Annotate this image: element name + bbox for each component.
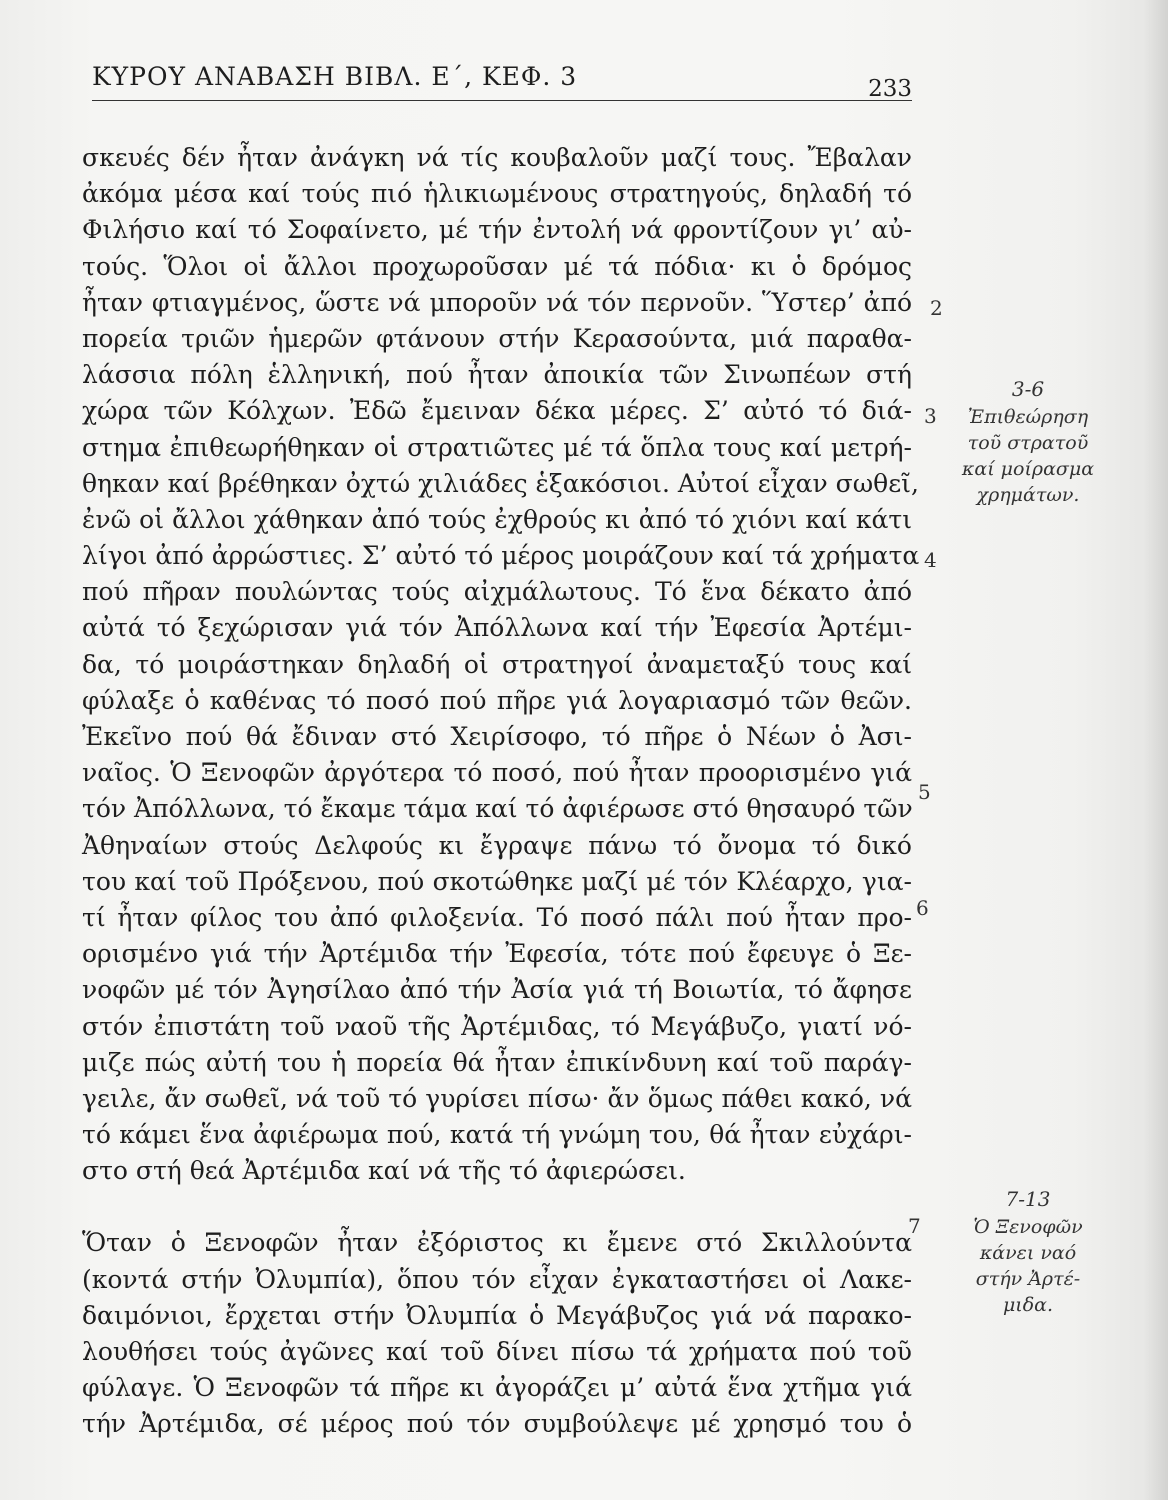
paragraph-gap	[82, 1189, 912, 1225]
text-line: τήν Ἀρτέμιδα, σέ μέρος πού τόν συμβούλεψε μέ χρησμό του ὁ	[82, 1409, 912, 1439]
text-line: μιζε πώς αὐτή του ἡ πορεία θά ἦταν ἐπικίνδυνη καί τοῦ παράγ-	[82, 1047, 912, 1077]
running-head-title: ΚΥΡΟΥ ΑΝΑΒΑΣΗ ΒΙΒΛ. Ε΄, ΚΕΦ. 3	[92, 62, 578, 91]
text-line: Φιλήσιο καί τό Σοφαίνετο, μέ τήν ἐντολή νά φροντίζουν γι’ αὐ-	[82, 215, 912, 245]
text-line: ναῖος. Ὁ Ξενοφῶν ἀργότερα τό ποσό, πού ἦταν προορισμένο γιά	[82, 758, 912, 788]
section-number: 7	[908, 1214, 921, 1238]
margin-note-line: χρημάτων.	[976, 484, 1080, 506]
section-number: 6	[916, 896, 929, 920]
text-line: φύλαξε ὁ καθένας τό ποσό πού πῆρε γιά λογαριασμό τῶν θεῶν.	[82, 685, 912, 715]
text-line: πού πῆραν πουλώντας τούς αἰχμάλωτους. Τό ἕνα δέκατο ἀπό	[82, 577, 912, 607]
text-line: λίγοι ἀπό ἀρρώστιες. Σ’ αὐτό τό μέρος μοιράζουν καί τά χρήματα	[82, 541, 920, 571]
text-line: τό κάμει ἕνα ἀφιέρωμα πού, κατά τή γνώμη του, θά ἦταν εὐχάρι-	[82, 1120, 912, 1150]
text-line: χώρα τῶν Κόλχων. Ἐδῶ ἔμειναν δέκα μέρες. Σ’ αὐτό τό διά-	[82, 396, 912, 426]
text-line: αὐτά τό ξεχώρισαν γιά τόν Ἀπόλλωνα καί τήν Ἐφεσία Ἀρτέμι-	[82, 613, 912, 643]
margin-note-line: κάνει ναό	[979, 1242, 1077, 1264]
margin-note-range: 3-6	[1011, 377, 1045, 401]
section-number: 2	[930, 296, 943, 320]
text-line: ἐνῶ οἱ ἄλλοι χάθηκαν ἀπό τούς ἐχθρούς κι ἀπό τό χιόνι καί κάτι	[82, 504, 912, 534]
text-line: στο στή θεά Ἀρτέμιδα καί νά τῆς τό ἀφιερώσει.	[82, 1156, 686, 1186]
text-line: στημα ἐπιθεωρήθηκαν οἱ στρατιῶτες μέ τά ὅπλα τους καί μετρή-	[82, 432, 912, 462]
text-line: νοφῶν μέ τόν Ἀγησίλαο ἀπό τήν Ἀσία γιά τή Βοιωτία, τό ἄφησε	[82, 975, 912, 1005]
section-number: 4	[924, 548, 937, 572]
page-number: 233	[868, 76, 912, 102]
text-line: θηκαν καί βρέθηκαν ὀχτώ χιλιάδες ἑξακόσιοι. Αὐτοί εἶχαν σωθεῖ,	[82, 468, 919, 498]
margin-note	[928, 1186, 1128, 1318]
margin-note-line: τοῦ στρατοῦ	[967, 432, 1089, 454]
section-number: 5	[918, 780, 931, 804]
text-line: Ὅταν ὁ Ξενοφῶν ἦταν ἐξόριστος κι ἔμενε στό Σκιλλούντα	[82, 1228, 912, 1258]
page-spine-shadow	[1144, 0, 1168, 1500]
text-line: δα, τό μοιράστηκαν δηλαδή οἱ στρατηγοί ἀναμεταξύ τους καί	[82, 649, 912, 679]
margin-note-line: καί μοίρασμα	[961, 458, 1095, 480]
text-line: τόν Ἀπόλλωνα, τό ἔκαμε τάμα καί τό ἀφιέρωσε στό θησαυρό τῶν	[82, 794, 913, 824]
text-line: ἦταν φτιαγμένος, ὥστε νά μποροῦν νά τόν περνοῦν. Ὕστερ’ ἀπό	[82, 287, 912, 317]
running-head	[92, 60, 912, 101]
margin-note-line: Ἐπιθεώρηση	[967, 406, 1089, 428]
margin-note-line: στήν Ἀρτέ-	[975, 1268, 1081, 1290]
text-line: ἀκόμα μέσα καί τούς πιό ἡλικιωμένους στρατηγούς, δηλαδή τό	[82, 179, 912, 209]
margin-note-line: μιδα.	[1002, 1294, 1054, 1316]
body-text	[82, 140, 920, 1443]
text-line: λάσσια πόλη ἑλληνική, πού ἦταν ἀποικία τῶν Σινωπέων στή	[82, 360, 912, 390]
text-line: ορισμένο γιά τήν Ἀρτέμιδα τήν Ἐφεσία, τότε πού ἔφευγε ὁ Ξε-	[82, 939, 912, 969]
text-line: σκευές δέν ἦταν ἀνάγκη νά τίς κουβαλοῦν μαζί τους. Ἔβαλαν	[82, 143, 912, 172]
text-line: φύλαγε. Ὁ Ξενοφῶν τά πῆρε κι ἀγοράζει μ’ αὐτά ἕνα χτῆμα γιά	[82, 1373, 912, 1403]
text-line: τούς. Ὅλοι οἱ ἄλλοι προχωροῦσαν μέ τά πόδια· κι ὁ δρόμος	[82, 251, 912, 281]
text-line: του καί τοῦ Πρόξενου, πού σκοτώθηκε μαζί μέ τόν Κλέαρχο, για-	[82, 866, 912, 896]
text-line: (κοντά στήν Ὀλυμπία), ὅπου τόν εἶχαν ἐγκαταστήσει οἱ Λακε-	[82, 1264, 912, 1294]
text-line: γειλε, ἄν σωθεῖ, νά τοῦ τό γυρίσει πίσω· ἄν ὅμως πάθει κακό, νά	[82, 1083, 912, 1113]
margin-note-range: 7-13	[1005, 1187, 1051, 1211]
text-line: πορεία τριῶν ἡμερῶν φτάνουν στήν Κερασούντα, μιά παραθα-	[82, 323, 912, 353]
text-line: Ἀθηναίων στούς Δελφούς κι ἔγραψε πάνω τό ὄνομα τό δικό	[82, 830, 912, 860]
text-line: τί ἦταν φίλος του ἀπό φιλοξενία. Τό ποσό πάλι πού ἦταν προ-	[82, 902, 912, 932]
text-line: Ἐκεῖνο πού θά ἔδιναν στό Χειρίσοφο, τό πῆρε ὁ Νέων ὁ Ἀσι-	[82, 722, 912, 751]
margin-note	[928, 376, 1128, 508]
margin-note-line: Ὁ Ξενοφῶν	[973, 1216, 1083, 1238]
text-line: δαιμόνιοι, ἔρχεται στήν Ὀλυμπία ὁ Μεγάβυζος γιά νά παρακο-	[82, 1300, 912, 1330]
text-line: στόν ἐπιστάτη τοῦ ναοῦ τῆς Ἀρτέμιδας, τό Μεγάβυζο, γιατί νό-	[82, 1011, 912, 1041]
section-number: 3	[924, 404, 937, 428]
text-line: λουθήσει τούς ἀγῶνες καί τοῦ δίνει πίσω τά χρήματα πού τοῦ	[82, 1337, 912, 1366]
